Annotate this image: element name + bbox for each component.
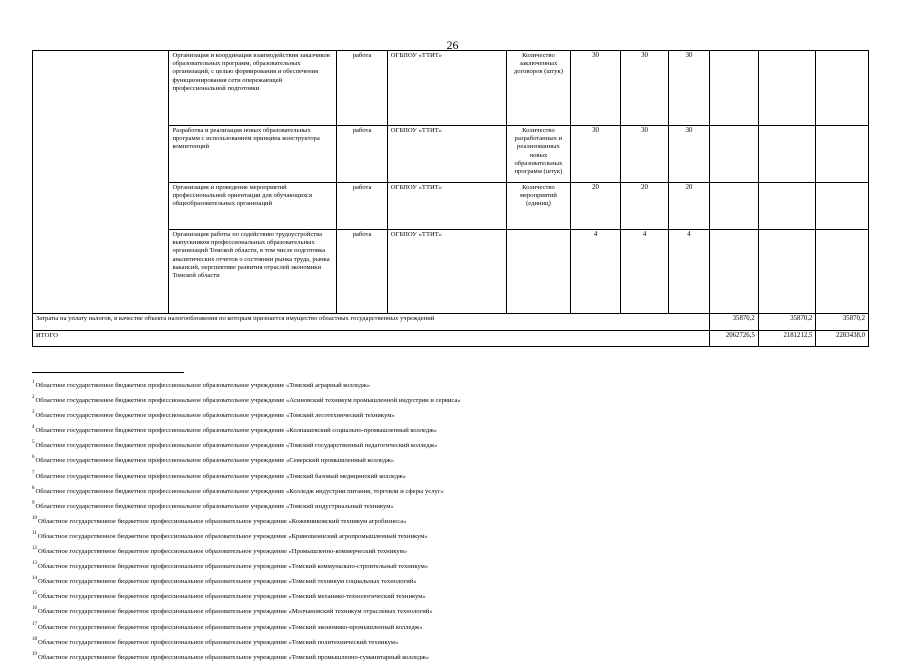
value-year1: 30: [570, 51, 621, 126]
footnote: $^{11}$Областное государственное бюджетное профессиональное образовательное учреждение «Кривошеинский агропромышленный техникум»: [32, 530, 428, 540]
footnote: $^2$Областное государственное бюджетное профессиональное образовательное учреждение «Асиновский техникум промышленной индустрии и сервиса»: [32, 395, 461, 405]
total-value-year2: 2181212,5: [758, 331, 816, 347]
footnote: $^9$Областное государственное бюджетное профессиональное образовательное учреждение «Томский индустриальный техникум»: [32, 500, 394, 510]
footnote: $^{12}$Областное государственное бюджетное профессиональное образовательное учреждение «Промышленно-коммерческий техникум»: [32, 546, 408, 556]
activity-cell: Организация работы по содействию трудоустройства выпускников профессиональных образовательных организаций Томской области, в том числе подготовка аналитических отчетов о состоянии рынка труда, рынка вакансий, перспективе развития отраслей экономики Томской области: [169, 230, 337, 314]
blank-cell: [758, 51, 816, 126]
tax-value-year3: 35870,2: [816, 314, 869, 331]
blank-cell: [710, 126, 759, 183]
indicator-cell: Количество мероприятий (единиц): [507, 183, 571, 230]
type-cell: работа: [337, 230, 388, 314]
footnote: $^5$Областное государственное бюджетное профессиональное образовательное учреждение «Томский государственный педагогический колледж»: [32, 440, 438, 450]
indicator-cell: [507, 230, 571, 314]
footnote: $^{16}$Областное государственное бюджетное профессиональное образовательное учреждение «Молчановский техникум отраслевых технологий»: [32, 606, 433, 616]
type-cell: работа: [337, 183, 388, 230]
value-year3: 20: [668, 183, 709, 230]
footnote: $^8$Областное государственное бюджетное профессиональное образовательное учреждение «Колледж индустрии питания, торговли и сферы услуг»: [32, 485, 444, 495]
tax-value-year1: 35870,2: [710, 314, 759, 331]
footnote-separator: [32, 372, 184, 373]
value-year1: 30: [570, 126, 621, 183]
value-year2: 20: [621, 183, 669, 230]
org-cell: ОГБПОУ «ТТИТ»: [387, 230, 506, 314]
value-year2: 4: [621, 230, 669, 314]
value-year1: 20: [570, 183, 621, 230]
blank-cell: [758, 126, 816, 183]
footnote: $^4$Областное государственное бюджетное профессиональное образовательное учреждение «Колпашевский социально-промышленный колледж»: [32, 425, 438, 435]
blank-cell: [758, 183, 816, 230]
table-row: [33, 51, 869, 126]
blank-cell: [816, 51, 869, 126]
indicator-cell: Количество разработанных и реализованных новых образовательных программ (штук): [507, 126, 571, 183]
value-year3: 4: [668, 230, 709, 314]
indicator-cell: Количество заключенных договоров (штук): [507, 51, 571, 126]
tax-row: [33, 314, 869, 331]
total-value-year1: 2062726,5: [710, 331, 759, 347]
tax-row-label: Затраты на уплату налогов, в качестве объекта налогообложения по которым признается имущество областных государственных учреждений: [33, 314, 710, 331]
footnote: $^{10}$Областное государственное бюджетное профессиональное образовательное учреждение «Кожевниковский техникум агробизнеса»: [32, 515, 407, 525]
footnote: $^3$Областное государственное бюджетное профессиональное образовательное учреждение «Томский лесотехнический техникум»: [32, 410, 395, 420]
footnote: $^1$Областное государственное бюджетное профессиональное образовательное учреждение «Томский аграрный колледж»: [32, 380, 371, 389]
total-value-year3: 2283438,0: [816, 331, 869, 347]
value-year1: 4: [570, 230, 621, 314]
activity-cell: Организация и проведение мероприятий профессиональной ориентации для обучающихся общеобразовательных организаций: [169, 183, 337, 230]
org-cell: ОГБПОУ «ТТИТ»: [387, 183, 506, 230]
page-number: 26: [446, 38, 459, 52]
footnote: $^{19}$Областное государственное бюджетное профессиональное образовательное учреждение «Томский промышленно-гуманитарный колледж»: [32, 651, 430, 661]
value-year3: 30: [668, 51, 709, 126]
org-cell: ОГБПОУ «ТТИТ»: [387, 126, 506, 183]
activity-cell: Организация и координация взаимодействия заказчиков образовательных программ, образовательных организаций, с целью формирования и обеспечения функционирования сети опережающей профессиональной подготовки: [169, 51, 337, 126]
value-year2: 30: [621, 51, 669, 126]
total-row: [33, 331, 869, 347]
footnotes: [32, 377, 892, 664]
footnote: $^{15}$Областное государственное бюджетное профессиональное образовательное учреждение «Томский механико-технологический техникум»: [32, 591, 426, 601]
footnote: $^{14}$Областное государственное бюджетное профессиональное образовательное учреждение «Томский техникум социальных технологий»: [32, 576, 417, 586]
footnote: $^{17}$Областное государственное бюджетное профессиональное образовательное учреждение «Томский экономико-промышленный колледж»: [32, 621, 423, 631]
type-cell: работа: [337, 51, 388, 126]
blank-cell: [33, 51, 169, 314]
tax-value-year2: 35870,2: [758, 314, 816, 331]
activity-cell: Разработка и реализация новых образовательных программ с использованием принципа конструктора компетенций: [169, 126, 337, 183]
budget-table: [32, 50, 869, 347]
blank-cell: [758, 230, 816, 314]
total-row-label: ИТОГО: [33, 331, 710, 347]
type-cell: работа: [337, 126, 388, 183]
footnote: $^6$Областное государственное бюджетное профессиональное образовательное учреждение «Северский промышленный колледж»: [32, 455, 395, 465]
org-cell: ОГБПОУ «ТТИТ»: [387, 51, 506, 126]
blank-cell: [816, 230, 869, 314]
value-year2: 30: [621, 126, 669, 183]
blank-cell: [710, 230, 759, 314]
footnote: $^{13}$Областное государственное бюджетное профессиональное образовательное учреждение «Томский коммунально-строительный техникум»: [32, 561, 429, 571]
blank-cell: [816, 183, 869, 230]
blank-cell: [816, 126, 869, 183]
footnote: $^7$Областное государственное бюджетное профессиональное образовательное учреждение «Томский базовый медицинский колледж»: [32, 470, 406, 480]
blank-cell: [710, 183, 759, 230]
blank-cell: [710, 51, 759, 126]
value-year3: 30: [668, 126, 709, 183]
footnote: $^{18}$Областное государственное бюджетное профессиональное образовательное учреждение «Томский политехнический техникум»: [32, 636, 399, 646]
